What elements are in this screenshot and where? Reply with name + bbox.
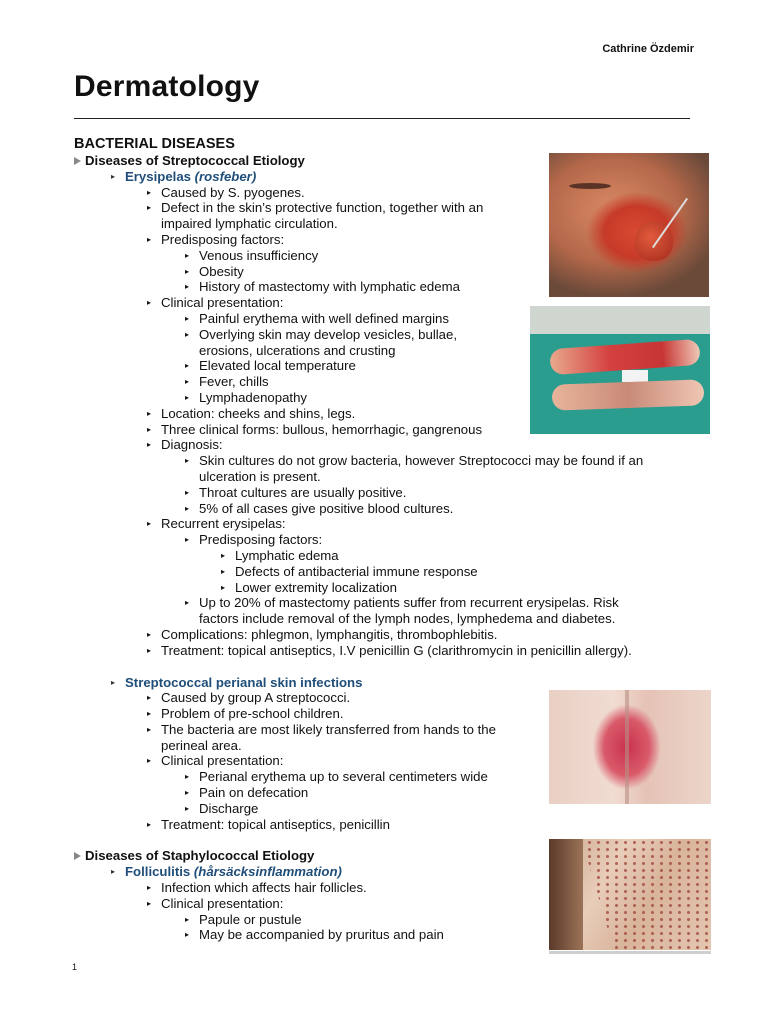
list-item: ▸ Clinical presentation:	[147, 895, 284, 911]
list-item: ▸ Recurrent erysipelas:	[147, 516, 286, 532]
bullet-icon: ▸	[111, 677, 116, 687]
list-item-cont: perineal area.	[161, 737, 242, 753]
list-item: ▸ Throat cultures are usually positive.	[185, 484, 407, 500]
list-item: ▸ Lymphadenopathy	[185, 389, 308, 405]
perianal-heading: ▸ Streptococcal perianal skin infections	[111, 674, 363, 690]
list-item: ▸ Painful erythema with well defined margins	[185, 310, 449, 326]
list-item: ▸ 5% of all cases give positive blood cultures.	[185, 500, 454, 516]
list-item: ▸ Fever, chills	[185, 374, 269, 390]
list-item: ▸ Defect in the skin’s protective function, together with an	[147, 200, 484, 216]
erysipelas-heading: ▸ Erysipelas (rosfeber)	[111, 168, 257, 184]
erysipelas-legs-photo	[530, 306, 710, 434]
section-heading: BACTERIAL DISEASES	[74, 136, 235, 152]
erysipelas-face-photo	[549, 153, 709, 297]
list-item: ▸ Predisposing factors:	[185, 532, 323, 548]
list-item: ▸ Caused by S. pyogenes.	[147, 184, 305, 200]
list-item: ▸ Up to 20% of mastectomy patients suffer from recurrent erysipelas. Risk	[185, 595, 619, 611]
list-item: ▸ Treatment: topical antiseptics, I.V penicillin G (clarithromycin in penicillin allergy).	[147, 642, 632, 658]
list-item: ▸ Discharge	[185, 800, 259, 816]
list-item: ▸ History of mastectomy with lymphatic edema	[185, 279, 460, 295]
list-item: ▸ Three clinical forms: bullous, hemorrhagic, gangrenous	[147, 421, 483, 437]
list-item: ▸ Lower extremity localization	[221, 579, 397, 595]
image-caption	[549, 951, 711, 954]
list-item: ▸ Defects of antibacterial immune response	[221, 563, 478, 579]
list-item: ▸ Clinical presentation:	[147, 295, 284, 311]
list-item: ▸ Overlying skin may develop vesicles, bullae,	[185, 326, 458, 342]
title-divider	[74, 118, 690, 119]
triangle-icon	[74, 852, 81, 860]
list-item: ▸ Papule or pustule	[185, 911, 302, 927]
list-item-cont: impaired lymphatic circulation.	[161, 216, 338, 232]
list-item: ▸ Predisposing factors:	[147, 231, 285, 247]
page-number: 1	[72, 962, 78, 972]
list-item: ▸ Skin cultures do not grow bacteria, however Streptococci may be found if an	[185, 453, 644, 469]
list-item: ▸ Elevated local temperature	[185, 358, 356, 374]
page-title: Dermatology	[74, 70, 260, 103]
list-item: ▸ Clinical presentation:	[147, 753, 284, 769]
list-item: ▸ Pain on defecation	[185, 785, 309, 801]
list-item: ▸ Problem of pre-school children.	[147, 706, 344, 722]
bullet-icon: ▸	[111, 867, 116, 877]
staph-heading: Diseases of Staphylococcal Etiology	[74, 848, 694, 864]
list-item: ▸ Caused by group A streptococci.	[147, 690, 351, 706]
strep-heading: Diseases of Streptococcal Etiology	[74, 153, 694, 169]
triangle-icon	[74, 157, 81, 165]
list-item: ▸ Diagnosis:	[147, 437, 223, 453]
list-item: ▸ Venous insufficiency	[185, 247, 319, 263]
list-item: ▸ Perianal erythema up to several centimeters wide	[185, 769, 488, 785]
list-item: ▸ Complications: phlegmon, lymphangitis, thrombophlebitis.	[147, 626, 498, 642]
folliculitis-heading: ▸ Folliculitis (hårsäcksinflammation)	[111, 864, 342, 880]
list-item-cont: ulceration is present.	[199, 468, 321, 484]
perianal-infection-photo	[549, 690, 711, 804]
bullet-icon: ▸	[111, 171, 116, 181]
folliculitis-photo	[549, 839, 711, 950]
list-item: ▸ May be accompanied by pruritus and pain	[185, 927, 444, 943]
list-item-cont: erosions, ulcerations and crusting	[199, 342, 396, 358]
list-item: ▸ The bacteria are most likely transferred from hands to the	[147, 721, 496, 737]
list-item: ▸ Infection which affects hair follicles.	[147, 880, 367, 896]
author-name: Cathrine Özdemir	[602, 43, 694, 55]
list-item: ▸ Location: cheeks and shins, legs.	[147, 405, 356, 421]
list-item: ▸ Lymphatic edema	[221, 547, 339, 563]
list-item: ▸ Obesity	[185, 263, 244, 279]
list-item: ▸ Treatment: topical antiseptics, penicillin	[147, 816, 390, 832]
list-item-cont: factors include removal of the lymph nodes, lymphedema and diabetes.	[199, 611, 616, 627]
